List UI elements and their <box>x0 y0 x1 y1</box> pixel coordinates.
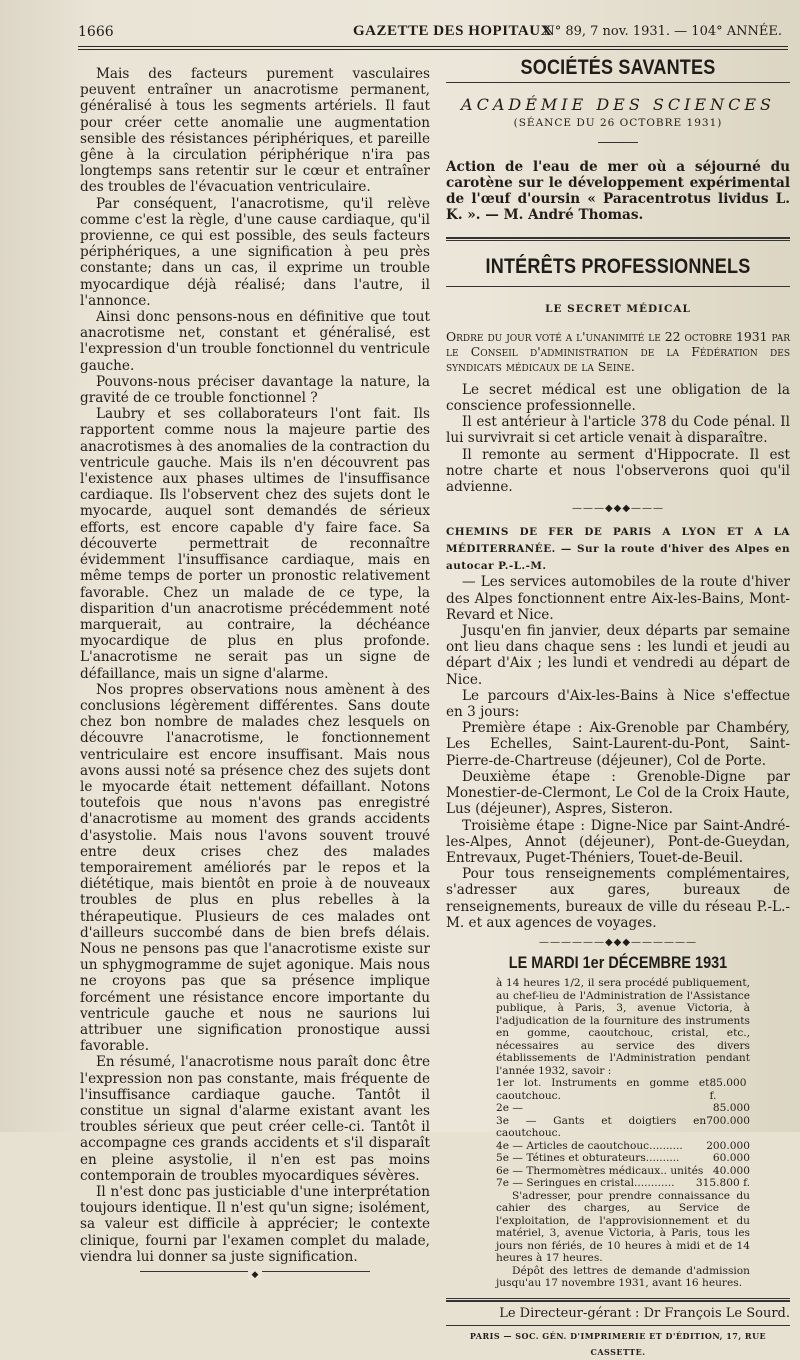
list-item: 7e — Seringues en cristal............ 315.800 f. <box>496 1177 750 1190</box>
paragraph: Le secret médical est une obligation de la conscience professionnelle. <box>446 381 790 415</box>
secret-body <box>446 382 790 495</box>
divider <box>446 1298 790 1299</box>
header-rule <box>78 46 788 47</box>
paragraph: Jusqu'en fin janvier, deux départs par semaine ont lieu dans chaque sens : les lundi et jeudi au départ d'Aix ; les lundi et vendredi au départ de Nice. <box>446 623 790 688</box>
communication <box>446 159 790 224</box>
agenda-heading: Ordre du jour voté a l'unanimité le 22 octobre 1931 par le Conseil d'administration de la Fédération des syndicats médicaux de la Seine. <box>446 328 790 374</box>
divider <box>446 82 790 83</box>
list-item: 6e — Thermomètres médicaux.. unités 40.000 <box>496 1164 750 1177</box>
section-title: INTÉRÊTS PROFESSIONNELS <box>485 255 751 279</box>
divider <box>446 1325 790 1326</box>
page-number: 1666 <box>78 24 114 40</box>
short-divider <box>598 142 638 143</box>
divider <box>446 1300 790 1302</box>
printer-line: PARIS — SOC. GÉN. D'IMPRIMERIE ET D'ÉDITION, 17, RUE CASSETTE. <box>469 1331 767 1358</box>
divider <box>446 240 790 241</box>
end-ornament: ◆ <box>140 1271 370 1278</box>
paragraph: Troisième étape : Digne-Nice par Saint-André-les-Alpes, Annot (déjeuner), Pont-de-Gueydan, Entrevaux, Puget-Théniers, Touet-de-Beuil. <box>446 817 790 866</box>
railway-section: CHEMINS DE FER DE PARIS A LYON ET A LA MÉDITERRANÉE. — Sur la route d'hiver des Alpes en autocar P.-L.-M. <box>446 526 790 573</box>
paragraph: Il est antérieur à l'article 378 du Code pénal. Il lui survivrait si cet article venait à disparaître. <box>446 414 790 447</box>
notice-body <box>496 977 750 1290</box>
paragraph: Le parcours d'Aix-les-Bains à Nice s'effectue en 3 jours: <box>446 687 790 721</box>
notice-paragraph: Dépôt des lettres de demande d'admission jusqu'au 17 novembre 1931, avant 16 heures. <box>496 1264 750 1290</box>
paragraph: Laubry et ses collaborateurs l'ont fait. Ils rapportent comme nous la majeure partie des anacrotismes à des anomalies de la contraction du ventricule gauche. Mais ils n'en découvrent pas l'existence aux phases ultimes de l'insuffisance cardiaque. Ils l'observent chez des sujets dont le myocarde, auquel sont demandés de sérieux efforts, est encore capable d'y faire face. Sa découverte permettrait de reconnaître évidemment l'insuffisance cardiaque, mais en même temps de porter un pronostic relativement favorable. Chez un malade de ce type, la disparition d'un anacrotisme précédemment noté marquerait, au contraire, la déchéance myocardique de plus en plus profonde. L'anacrotisme ne serait pas un signe de défaillance, mais un signe d'alarme. <box>80 406 430 682</box>
right-column <box>446 56 790 1360</box>
list-item: 5e — Tétines et obturateurs.......... 60.000 <box>496 1152 750 1165</box>
paragraph: Mais des facteurs purement vasculaires peuvent entraîner un anacrotisme permanent, généralisé à tous les segments artériels. Il faut pour créer cette anomalie une augmentation sensible des résistances périphériques, et pareille gêne à la circulation périphérique n'ira pas longtemps sans retentir sur le cœur et entraîner des troubles de l'évacuation ventriculaire. <box>80 66 430 196</box>
paragraph: Par conséquent, l'anacrotisme, qu'il relève comme c'est la règle, d'une cause cardiaque, qu'il provienne, ce qui est possible, des seuls facteurs périphériques, a une signification à peu près constante; dans un cas, il exprime un trouble myocardique déjà réalisé; dans l'autre, il l'annonce. <box>80 195 430 309</box>
session-date: (SÉANCE DU 26 OCTOBRE 1931) <box>513 117 723 130</box>
paragraph: Pouvons-nous préciser davantage la nature, la gravité de ce trouble fonctionnel ? <box>80 373 430 407</box>
paragraph: Première étape : Aix-Grenoble par Chambéry, Les Echelles, Saint-Laurent-du-Pont, Saint-Pierre-de-Chartreuse (déjeuner), Col de Porte. <box>446 720 790 769</box>
paragraph: Deuxième étape : Grenoble-Digne par Monestier-de-Clermont, Le Col de la Croix Haute, Lus (déjeuner), Aspres, Sisteron. <box>446 768 790 818</box>
left-column <box>80 66 430 1281</box>
list-item: 3e — Gants et doigtiers en caoutchouc. 700.000 <box>496 1114 750 1140</box>
communication-title: Action de l'eau de mer où a séjourné du carotène sur le développement expérimental de l'œuf d'oursin « Paracentrotus lividus L. K. ». — M. André Thomas. <box>446 158 790 224</box>
paragraph: Pour tous renseignements complémentaires, s'adresser aux gares, bureaux de renseignements, bureaux de ville du réseau P.-L.-M. et aux agences de voyages. <box>446 866 790 931</box>
issue-info: N° 89, 7 nov. 1931. — 104° ANNÉE. <box>543 24 782 39</box>
divider <box>446 286 790 287</box>
notice-title: LE MARDI 1er DÉCEMBRE 1931 <box>508 953 728 973</box>
paragraph: Il remonte au serment d'Hippocrate. Il est notre charte et nous l'observerons quoi qu'il advienne. <box>446 446 790 496</box>
paragraph: Ainsi donc pensons-nous en définitive que tout anacrotisme net, constant et généralisé, est l'expression d'un trouble fonctionnel du ventricule gauche. <box>80 309 430 374</box>
paragraph: Nos propres observations nous amènent à des conclusions légèrement différentes. Sans doute chez bon nombre de malades chez lesquels on découvre l'anacrotisme, le fonctionnement ventriculaire est encore insuffisant. Mais nous avons aussi noté sa présence chez des sujets dont le myocarde était nettement défaillant. Notons toutefois que nous n'avons pas enregistré d'anacrotisme au moment des grands accidents d'asystolie. Mais nous l'avons souvent trouvé entre deux crises chez des malades temporairement améliorés par le repos et la diététique, mais bientôt en proie à de nouveaux troubles de plus en plus rebelles à la thérapeutique. Plusieurs de ces malades ont d'ailleurs succombé dans de bien brefs délais. Nous ne pensons pas que l'anacrotisme existe sur un sphygmogramme de sujet agonique. Mais nous ne croyons pas que sa présence implique forcément une résistance encore importante du ventricule gauche et nous ne saurions lui attribuer une signification pronostique aussi favorable. <box>80 681 430 1055</box>
page-header <box>78 22 788 44</box>
section-title: SOCIÉTÉS SAVANTES <box>520 56 716 79</box>
notice-intro: à 14 heures 1/2, il sera procédé publiquement, au chef-lieu de l'Administration de l'Assistance publique, à Paris, 3, avenue Victoria, à l'adjudication de la fourniture des instruments en gomme, caoutchouc, cristal, etc., nécessaires au service des divers établissements de l'Administration pendant l'année 1932, savoir : <box>496 977 750 1077</box>
ornament: ——————◆◆◆—————— <box>538 936 698 948</box>
divider <box>446 237 790 239</box>
list-item: 4e — Articles de caoutchouc.......... 200.000 <box>496 1139 750 1152</box>
journal-title: GAZETTE DES HOPITAUX <box>353 23 552 39</box>
list-item: 2e — 85.000 <box>496 1102 750 1115</box>
ornament: ———◆◆◆——— <box>571 503 665 515</box>
railway-body <box>446 574 790 930</box>
director-line: Le Directeur-gérant : Dr François Le Sourd. <box>499 1305 790 1321</box>
notice-paragraph: S'adresser, pour prendre connaissance du cahier des charges, au Service de l'exploitation, de l'approvisionnement et du matériel, 3, avenue Victoria, à Paris, tous les jours non fériés, de 10 heures à midi et de 14 heures à 17 heures. <box>496 1189 750 1265</box>
header-rule-2 <box>78 49 788 50</box>
subsection-title: LE SECRET MÉDICAL <box>545 302 691 315</box>
paragraph: Il n'est donc pas justiciable d'une interprétation toujours identique. Il n'est qu'un signe; isolément, sa valeur est difficile à apprécier; le contexte clinique, fourni par l'examen complet du malade, viendra lui donner sa juste signification. <box>80 1184 430 1265</box>
academy-title: ACADÉMIE DES SCIENCES <box>461 95 775 115</box>
paragraph: En résumé, l'anacrotisme nous paraît donc être l'expression non pas constante, mais fréquente de l'insuffisance cardiaque gauche. Tantôt il constitue un signal d'alarme existant avant les troubles sérieux que peut créer celle-ci. Tantôt il accompagne ces grands accidents et s'il disparaît en pleine asystolie, il n'en est pas moins contemporain de troubles myocardiques sévères. <box>80 1054 430 1184</box>
paragraph: — Les services automobiles de la route d'hiver des Alpes fonctionnent entre Aix-les-Bains, Mont-Revard et Nice. <box>446 574 790 623</box>
list-item: 1er lot. Instruments en gomme et caoutchouc. 85.000 f. <box>496 1077 747 1102</box>
